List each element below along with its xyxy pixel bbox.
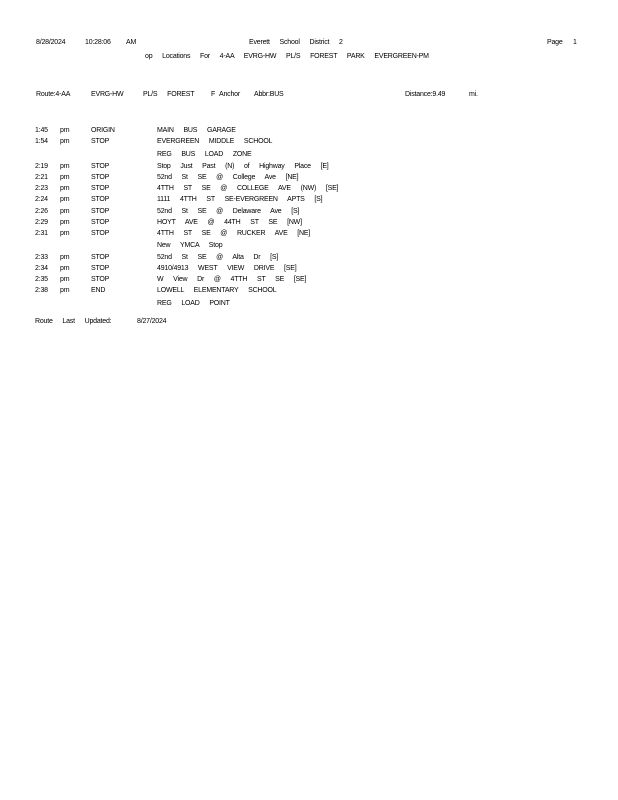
route-distance-unit: mi.: [469, 91, 478, 98]
stop-ampm: pm: [60, 208, 70, 215]
stop-location: 52nd St SE @ Alta Dr [S]: [157, 254, 279, 261]
stop-location: Stop Just Past (N) of Highway Place [E]: [157, 163, 329, 170]
stop-type: STOP: [91, 163, 110, 170]
stop-type: STOP: [91, 208, 110, 215]
table-row: [0, 252, 618, 263]
page-number: 1: [573, 39, 577, 46]
stop-ampm: pm: [60, 254, 70, 261]
stop-time: 2:31: [35, 230, 48, 237]
route-distance: Distance:9.49: [405, 91, 446, 98]
report-ampm: AM: [126, 39, 137, 46]
stop-ampm: pm: [60, 174, 70, 181]
report-time: 10:28:06: [85, 39, 111, 46]
table-row: [0, 228, 618, 239]
stop-type: STOP: [91, 174, 110, 181]
stop-ampm: pm: [60, 163, 70, 170]
table-row: [0, 240, 618, 251]
stop-time: 2:24: [35, 196, 48, 203]
stop-ampm: pm: [60, 219, 70, 226]
table-row: [0, 274, 618, 285]
table-row: [0, 183, 618, 194]
stop-location: W View Dr @ 4TTH ST SE [SE]: [157, 276, 307, 283]
stop-ampm: pm: [60, 287, 70, 294]
stop-time: 2:29: [35, 219, 48, 226]
stop-type: STOP: [91, 265, 110, 272]
stop-location: 4910/4913 WEST VIEW DRIVE [SE]: [157, 265, 297, 272]
route-marker: F: [211, 91, 216, 98]
table-row: [0, 206, 618, 217]
stop-ampm: pm: [60, 265, 70, 272]
stop-time: 2:33: [35, 254, 48, 261]
stop-type: STOP: [91, 196, 110, 203]
stop-location: 1111 4TTH ST SE-EVERGREEN APTS [S]: [157, 196, 323, 203]
stop-ampm: pm: [60, 185, 70, 192]
stop-location: LOWELL ELEMENTARY SCHOOL: [157, 287, 277, 294]
stop-location: 52nd St SE @ Delaware Ave [S]: [157, 208, 300, 215]
stop-type: STOP: [91, 185, 110, 192]
stop-location: EVERGREEN MIDDLE SCHOOL: [157, 138, 273, 145]
stop-ampm: pm: [60, 276, 70, 283]
table-row: [0, 217, 618, 228]
stop-time: 1:54: [35, 138, 48, 145]
stop-ampm: pm: [60, 230, 70, 237]
route-anchor: Anchor: [219, 91, 240, 98]
stop-type: ORIGIN: [91, 127, 115, 134]
route-desc-2: PL/S FOREST: [143, 91, 195, 98]
table-row: [0, 298, 618, 309]
stop-location: HOYT AVE @ 44TH ST SE [NW]: [157, 219, 302, 226]
route-id: Route:4-AA: [36, 91, 71, 98]
stop-location: 52nd St SE @ College Ave [NE]: [157, 174, 299, 181]
stop-time: 2:23: [35, 185, 48, 192]
stop-ampm: pm: [60, 138, 70, 145]
stop-ampm: pm: [60, 127, 70, 134]
stop-type: STOP: [91, 254, 110, 261]
table-row: [0, 149, 618, 160]
stop-type: END: [91, 287, 106, 294]
last-updated-label: Route Last Updated:: [35, 318, 112, 325]
route-desc-1: EVRG-HW: [91, 91, 124, 98]
route-abbr: Abbr:BUS: [254, 91, 284, 98]
stop-location: MAIN BUS GARAGE: [157, 127, 236, 134]
stop-time: 2:21: [35, 174, 48, 181]
report-title: Everett School District 2: [249, 39, 343, 46]
stop-time: 1:45: [35, 127, 48, 134]
page-label: Page: [547, 39, 563, 46]
table-row: [0, 263, 618, 274]
stop-time: 2:38: [35, 287, 48, 294]
table-row: [0, 125, 618, 136]
report-date: 8/28/2024: [36, 39, 66, 46]
table-row: [0, 172, 618, 183]
stop-type: STOP: [91, 138, 110, 145]
stop-location: 4TTH ST SE @ COLLEGE AVE (NW) [SE]: [157, 185, 339, 192]
stop-time: 2:35: [35, 276, 48, 283]
stop-ampm: pm: [60, 196, 70, 203]
stop-type: STOP: [91, 276, 110, 283]
table-row: [0, 136, 618, 147]
stop-type: STOP: [91, 230, 110, 237]
stop-location: 4TTH ST SE @ RUCKER AVE [NE]: [157, 230, 311, 237]
stop-type: STOP: [91, 219, 110, 226]
stop-location: REG BUS LOAD ZONE: [157, 151, 252, 158]
stop-time: 2:19: [35, 163, 48, 170]
stop-location: REG LOAD POINT: [157, 300, 230, 307]
table-row: [0, 285, 618, 296]
stop-location: New YMCA Stop: [157, 242, 223, 249]
report-subtitle: op Locations For 4-AA EVRG-HW PL/S FOREST PARK EVERGREEN-PM: [145, 53, 429, 60]
stop-time: 2:34: [35, 265, 48, 272]
last-updated-date: 8/27/2024: [137, 318, 167, 325]
table-row: [0, 161, 618, 172]
table-row: [0, 194, 618, 205]
stop-time: 2:26: [35, 208, 48, 215]
